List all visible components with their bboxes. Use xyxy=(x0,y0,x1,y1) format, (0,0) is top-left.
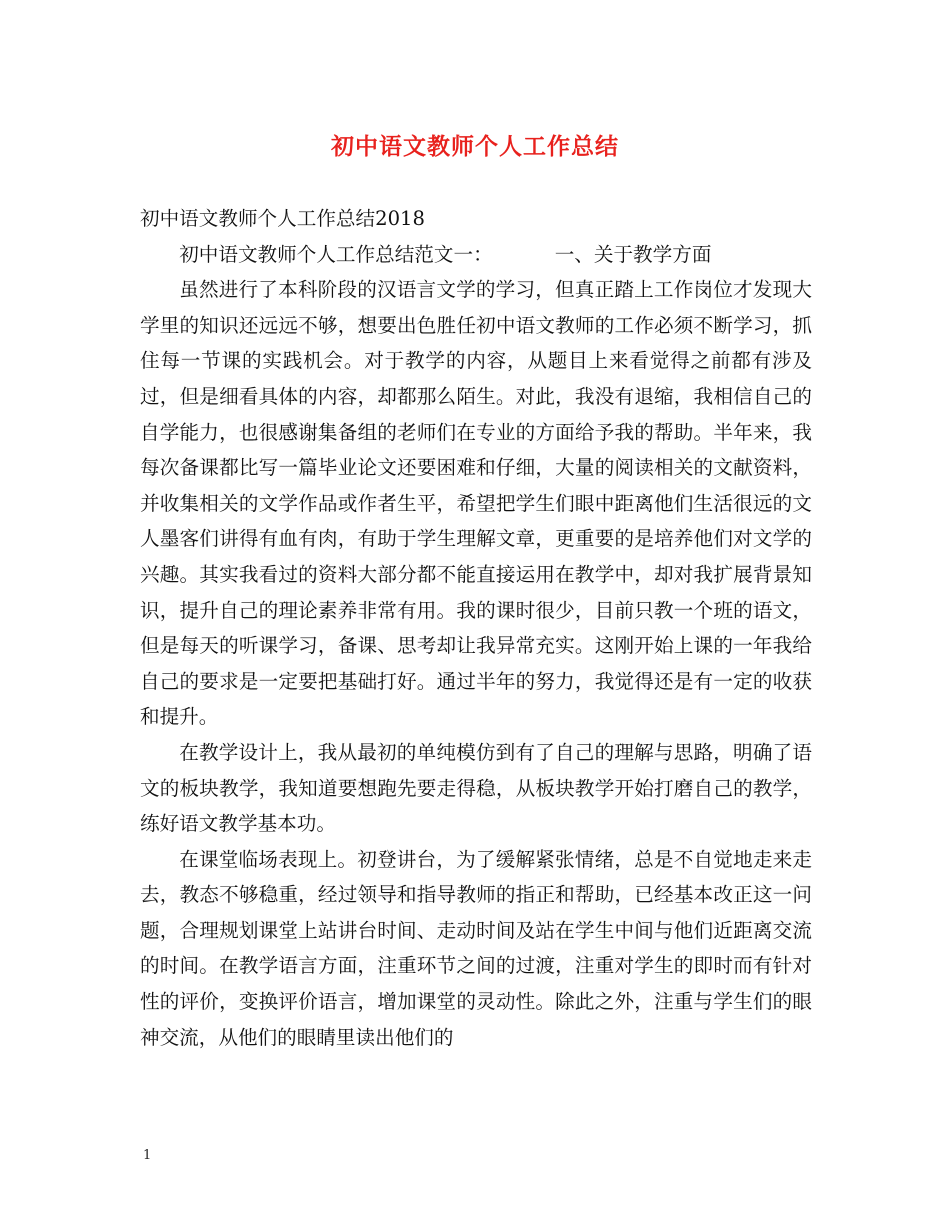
paragraph-1: 虽然进行了本科阶段的汉语言文学的学习，但真正踏上工作岗位才发现大学里的知识还远远不够，想要出色胜任初中语文教师的工作必须不断学习，抓住每一节课的实践机会。对于教学的内容，从题目上来看觉得之前都有涉及过，但是细看具体的内容，却都那么陌生。对此，我没有退缩，我相信自己的自学能力，也很感谢集备组的老师们在专业的方面给予我的帮助。半年来，我每次备课都比写一篇毕业论文还要困难和仔细，大量的阅读相关的文献资料，并收集相关的文学作品或作者生平，希望把学生们眼中距离他们生活很远的文人墨客们讲得有血有肉，有助于学生理解文章，更重要的是培养他们对文学的兴趣。其实我看过的资料大部分都不能直接运用在教学中，却对我扩展背景知识，提升自己的理论素养非常有用。我的课时很少，目前只教一个班的语文，但是每天的听课学习，备课、思考却让我异常充实。这刚开始上课的一年我给自己的要求是一定要把基础打好。通过半年的努力，我觉得还是有一定的收获和提升。 xyxy=(140,278,812,729)
intro-left: 初中语文教师个人工作总结范文一： xyxy=(179,242,493,266)
document-body xyxy=(140,201,812,1055)
paragraph-2: 在教学设计上，我从最初的单纯模仿到有了自己的理解与思路，明确了语文的板块教学，我知道要想跑先要走得稳，从板块教学开始打磨自己的教学，练好语文教学基本功。 xyxy=(140,740,812,836)
intro-right: 一、关于教学方面 xyxy=(554,242,712,266)
paragraph-3: 在课堂临场表现上。初登讲台，为了缓解紧张情绪，总是不自觉地走来走去，教态不够稳重，经过领导和指导教师的指正和帮助，已经基本改正这一问题，合理规划课堂上站讲台时间、走动时间及站在学生中间与他们近距离交流的时间。在教学语言方面，注重环节之间的过渡，注重对学生的即时而有针对性的评价，变换评价语言，增加课堂的灵动性。除此之外，注重与学生们的眼神交流，从他们的眼睛里读出他们的 xyxy=(140,847,812,1049)
document-title: 初中语文教师个人工作总结 xyxy=(331,133,619,160)
page-number: 1 xyxy=(143,1148,152,1163)
intro-line xyxy=(140,237,812,273)
heading-line: 初中语文教师个人工作总结2018 xyxy=(140,207,425,230)
